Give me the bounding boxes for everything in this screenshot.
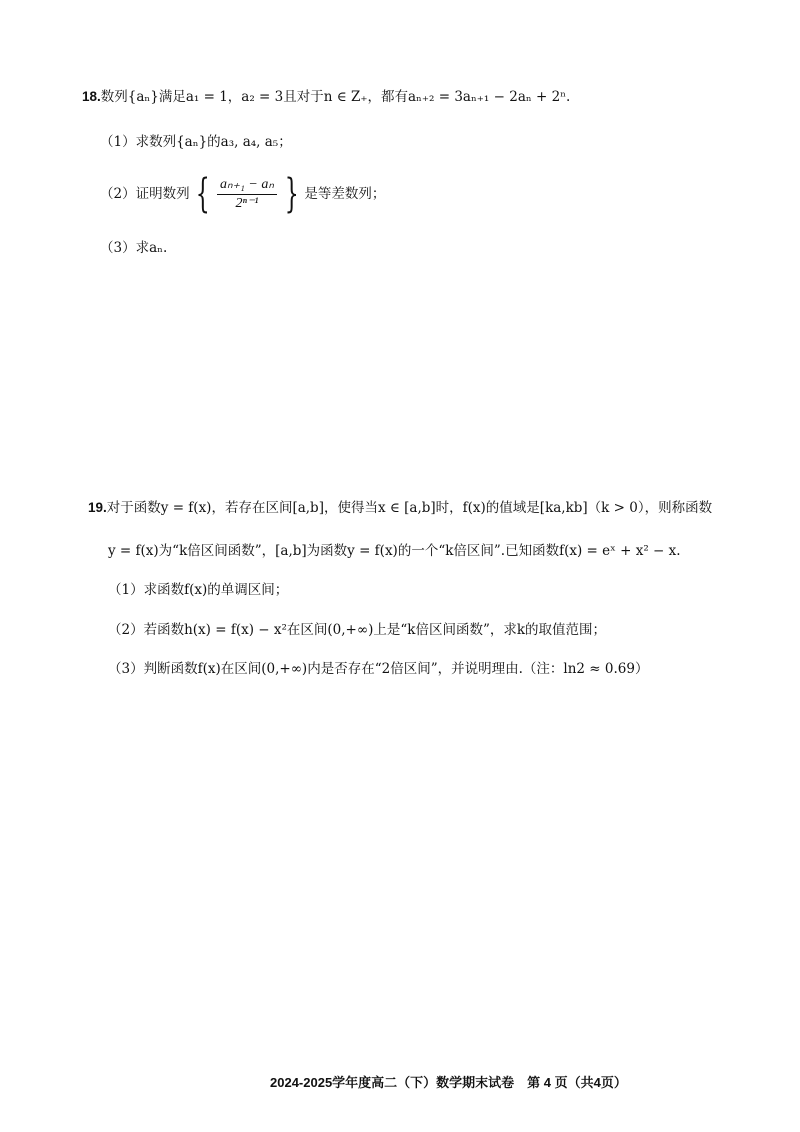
- page-footer: 2024-2025学年度高二（下）数学期末试卷 第 4 页（共4页）: [270, 1075, 627, 1090]
- problem-18-part-2-suffix: 是等差数列；: [304, 186, 386, 202]
- problem-19-stem-line-1: [88, 498, 712, 518]
- problem-18-stem-text: 数列{aₙ}满足a₁ = 1，a₂ = 3且对于n ∈ Z₊，都有aₙ₊₂ = 3aₙ₊₁ − 2aₙ + 2ⁿ.: [100, 89, 571, 105]
- left-brace: {: [195, 171, 210, 217]
- fraction-denominator: 2ⁿ⁻¹: [235, 195, 259, 211]
- problem-19-part-3: （3）判断函数f(x)在区间(0,+∞)内是否存在“2倍区间”，并说明理由.（注：ln2 ≈ 0.69）: [108, 661, 649, 677]
- right-brace: }: [284, 171, 299, 217]
- fraction: [215, 176, 279, 213]
- problem-18-part-2: [100, 172, 385, 216]
- fraction-numerator: aₙ₊₁ − aₙ: [217, 176, 277, 195]
- problem-19-stem-line-2: y = f(x)为“k倍区间函数”，[a,b]为函数y = f(x)的一个“k倍区间”.已知函数f(x) = eˣ + x² − x.: [108, 543, 681, 559]
- problem-18-number: 18.: [82, 89, 101, 104]
- problem-19-stem-line-1-text: 对于函数y = f(x)，若存在区间[a,b]，使得当x ∈ [a,b]时，f(x)的值域是[ka,kb]（k > 0），则称函数: [106, 500, 713, 516]
- problem-18-part-1: （1）求数列{aₙ}的a₃, a₄, a₅；: [100, 134, 292, 150]
- problem-19-number: 19.: [88, 500, 107, 515]
- problem-18-stem: [82, 87, 570, 107]
- problem-18-part-2-sequence: [190, 171, 305, 217]
- problem-18-part-3: （3）求aₙ.: [100, 240, 168, 256]
- problem-19-part-1: （1）求函数f(x)的单调区间；: [108, 582, 289, 598]
- problem-19-part-2: （2）若函数h(x) = f(x) − x²在区间(0,+∞)上是“k倍区间函数”，求k的取值范围；: [108, 622, 607, 638]
- problem-18-part-2-prefix: （2）证明数列: [100, 186, 190, 202]
